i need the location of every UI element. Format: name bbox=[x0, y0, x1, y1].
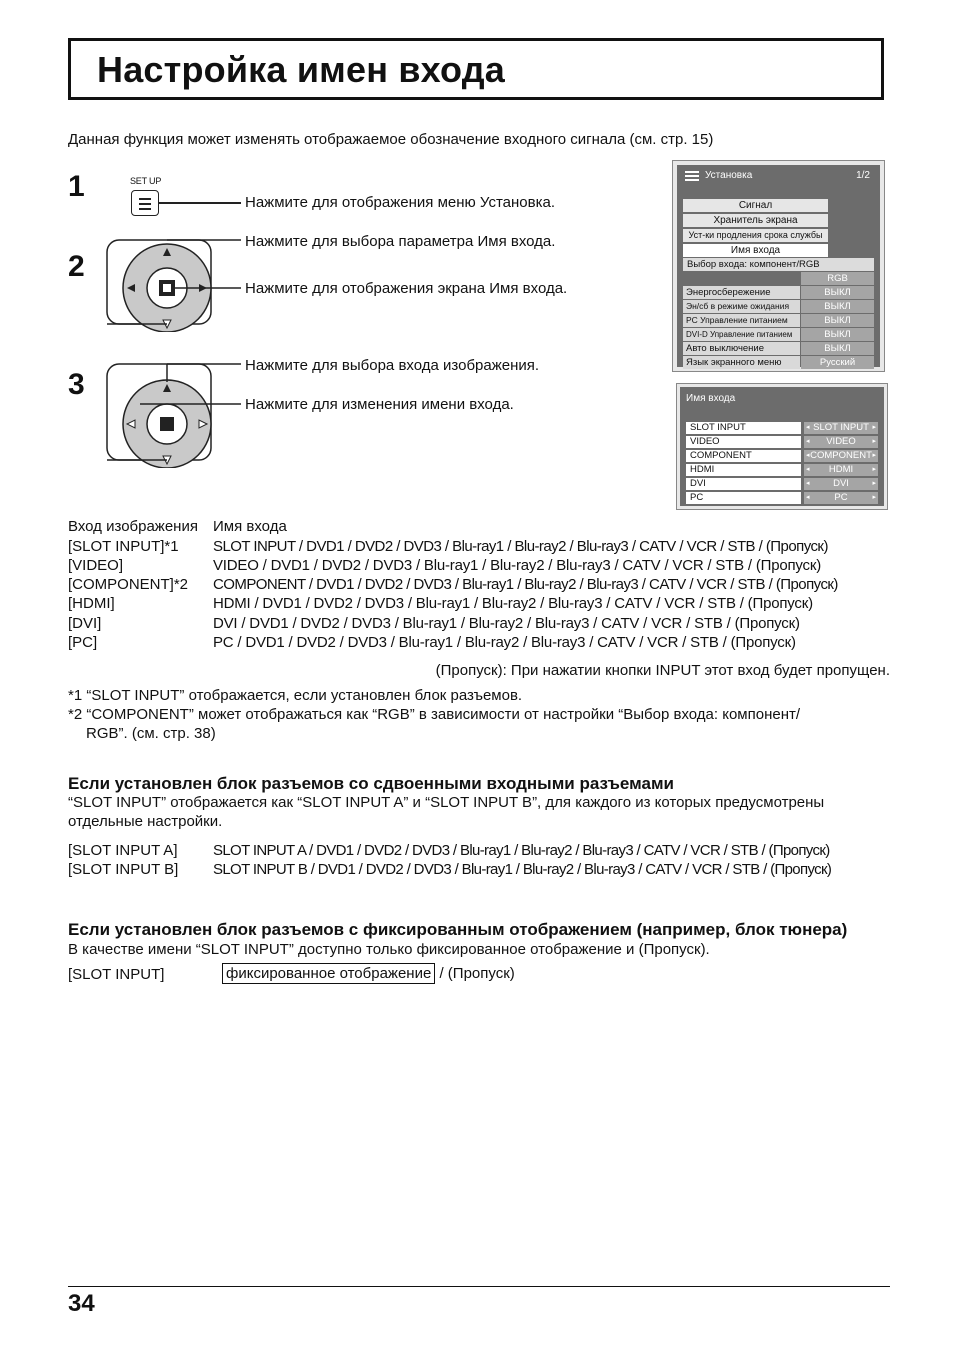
table-header-input: Вход изображения bbox=[68, 518, 198, 535]
slot-a-input: [SLOT INPUT A] bbox=[68, 842, 178, 859]
footnote-2: *2 “COMPONENT” может отображаться как “RGB” в зависимости от настройки “Выбор входа: компонент/ bbox=[68, 706, 801, 723]
menu-row-power-save[interactable]: Энергосбережение ВЫКЛ bbox=[683, 286, 874, 299]
footer-divider bbox=[68, 1286, 890, 1287]
step-3a-instruction: Нажмите для выбора входа изображения. bbox=[245, 357, 540, 374]
section-dual-heading: Если установлен блок разъемов со сдвоенными входными разъемами bbox=[68, 774, 674, 793]
fixed-display-row bbox=[222, 963, 515, 984]
step-1-instruction: Нажмите для отображения меню Установка. bbox=[245, 194, 555, 211]
input-label-row-video[interactable]: VIDEO ◂ VIDEO ▸ bbox=[686, 436, 878, 448]
intro-text: Данная функция может изменять отображаемое обозначение входного сигнала (см. стр. 15) bbox=[68, 131, 714, 148]
skip-note: (Пропуск): При нажатии кнопки INPUT этот вход будет пропущен. bbox=[435, 662, 890, 679]
setup-menu-title: Установка bbox=[705, 170, 753, 181]
page-title-box bbox=[68, 38, 884, 100]
step-3b-instruction: Нажмите для изменения имени входа. bbox=[245, 396, 514, 413]
step-2a-instruction: Нажмите для выбора параметра Имя входа. bbox=[245, 233, 556, 250]
step-3-number: 3 bbox=[68, 368, 85, 401]
table-row-input: [HDMI] bbox=[68, 595, 115, 612]
input-label-screen bbox=[676, 383, 888, 510]
input-label-row-pc[interactable]: PC ◂ PC ▸ bbox=[686, 492, 878, 504]
menu-button-input-label[interactable]: Имя входа bbox=[683, 244, 828, 257]
table-row-names: DVI / DVD1 / DVD2 / DVD3 / Blu-ray1 / Blu-ray2 / Blu-ray3 / CATV / VCR / STB / (Пропуск) bbox=[213, 615, 800, 632]
section-dual-text-cont: отдельные настройки. bbox=[68, 813, 223, 830]
leader-line bbox=[159, 202, 241, 204]
page-title: Настройка имен входа bbox=[97, 49, 505, 90]
menu-row-auto-off[interactable]: Авто выключение ВЫКЛ bbox=[683, 342, 874, 355]
slot-b-input: [SLOT INPUT B] bbox=[68, 861, 179, 878]
table-row-input: [DVI] bbox=[68, 615, 102, 632]
table-row-names: HDMI / DVD1 / DVD2 / DVD3 / Blu-ray1 / Blu-ray2 / Blu-ray3 / CATV / VCR / STB / (Пропуск) bbox=[213, 595, 813, 612]
input-label-row-dvi[interactable]: DVI ◂ DVI ▸ bbox=[686, 478, 878, 490]
section-fixed-text: В качестве имени “SLOT INPUT” доступно только фиксированное отображение и (Пропуск). bbox=[68, 941, 710, 958]
fixed-skip: / (Пропуск) bbox=[439, 965, 515, 982]
menu-input-select-label: Выбор входа: компонент/RGB bbox=[683, 258, 874, 271]
menu-row-standby-save[interactable]: Эн/сб в режиме ожидания ВЫКЛ bbox=[683, 300, 874, 313]
menu-button-signal[interactable]: Сигнал bbox=[683, 199, 828, 212]
table-row-input: [COMPONENT]*2 bbox=[68, 576, 189, 593]
slot-b-names: SLOT INPUT B / DVD1 / DVD2 / DVD3 / Blu-ray1 / Blu-ray2 / Blu-ray3 / CATV / VCR / STB / (Пропуск) bbox=[213, 861, 832, 878]
menu-row-pc-power[interactable]: PC Управление питанием ВЫКЛ bbox=[683, 314, 874, 327]
input-label-row-hdmi[interactable]: HDMI ◂ HDMI ▸ bbox=[686, 464, 878, 476]
table-row-names: VIDEO / DVD1 / DVD2 / DVD3 / Blu-ray1 / Blu-ray2 / Blu-ray3 / CATV / VCR / STB / (Пропуск) bbox=[213, 557, 822, 574]
slot-a-names: SLOT INPUT A / DVD1 / DVD2 / DVD3 / Blu-ray1 / Blu-ray2 / Blu-ray3 / CATV / VCR / STB / (Пропуск) bbox=[213, 842, 830, 859]
page-number: 34 bbox=[68, 1290, 95, 1317]
table-row-input: [VIDEO] bbox=[68, 557, 124, 574]
dpad-up-down-icon bbox=[104, 236, 244, 332]
section-dual-text: “SLOT INPUT” отображается как “SLOT INPUT A” и “SLOT INPUT B”, для каждого из которых предусмотрены bbox=[68, 794, 825, 811]
input-label-row-component[interactable]: COMPONENT ◂ COMPONENT ▸ bbox=[686, 450, 878, 462]
input-label-row-slot[interactable]: SLOT INPUT ◂ SLOT INPUT ▸ bbox=[686, 422, 878, 434]
fixed-display-box: фиксированное отображение bbox=[222, 963, 435, 984]
footnote-1: *1 “SLOT INPUT” отображается, если установлен блок разъемов. bbox=[68, 687, 523, 704]
setup-button-label: SET UP bbox=[130, 176, 162, 186]
table-header-name: Имя входа bbox=[213, 518, 287, 535]
menu-button-lifetime[interactable]: Уст-ки продления срока службы bbox=[683, 229, 828, 242]
dpad-all-directions-icon bbox=[104, 358, 244, 468]
setup-menu-page: 1/2 bbox=[856, 170, 870, 181]
setup-menu-screen bbox=[672, 160, 885, 372]
menu-row-dvi-power[interactable]: DVI-D Управление питанием ВЫКЛ bbox=[683, 328, 874, 341]
setup-menu-header bbox=[677, 165, 880, 187]
menu-input-select-row[interactable] bbox=[683, 272, 874, 285]
footnote-2-cont: RGB”. (см. стр. 38) bbox=[86, 725, 216, 742]
table-row-names: COMPONENT / DVD1 / DVD2 / DVD3 / Blu-ray1 / Blu-ray2 / Blu-ray3 / CATV / VCR / STB / (Пропуск) bbox=[213, 576, 838, 593]
setup-button-icon bbox=[131, 190, 159, 216]
table-row-names: SLOT INPUT / DVD1 / DVD2 / DVD3 / Blu-ray1 / Blu-ray2 / Blu-ray3 / CATV / VCR / STB / (Пропуск) bbox=[213, 538, 828, 555]
table-row-input: [SLOT INPUT]*1 bbox=[68, 538, 179, 555]
menu-icon bbox=[685, 171, 699, 183]
fixed-slot-input: [SLOT INPUT] bbox=[68, 966, 165, 983]
section-fixed-heading: Если установлен блок разъемов с фиксированным отображением (например, блок тюнера) bbox=[68, 920, 848, 939]
menu-row-osd-language[interactable]: Язык экранного меню Русский bbox=[683, 356, 874, 369]
step-2-number: 2 bbox=[68, 250, 85, 283]
step-2b-instruction: Нажмите для отображения экрана Имя входа. bbox=[245, 280, 568, 297]
input-label-title: Имя входа bbox=[686, 393, 736, 404]
table-row-input: [PC] bbox=[68, 634, 98, 651]
menu-input-select-value: RGB bbox=[801, 272, 874, 285]
menu-button-screensaver[interactable]: Хранитель экрана bbox=[683, 214, 828, 227]
step-1-number: 1 bbox=[68, 170, 85, 203]
table-row-names: PC / DVD1 / DVD2 / DVD3 / Blu-ray1 / Blu-ray2 / Blu-ray3 / CATV / VCR / STB / (Пропуск) bbox=[213, 634, 796, 651]
